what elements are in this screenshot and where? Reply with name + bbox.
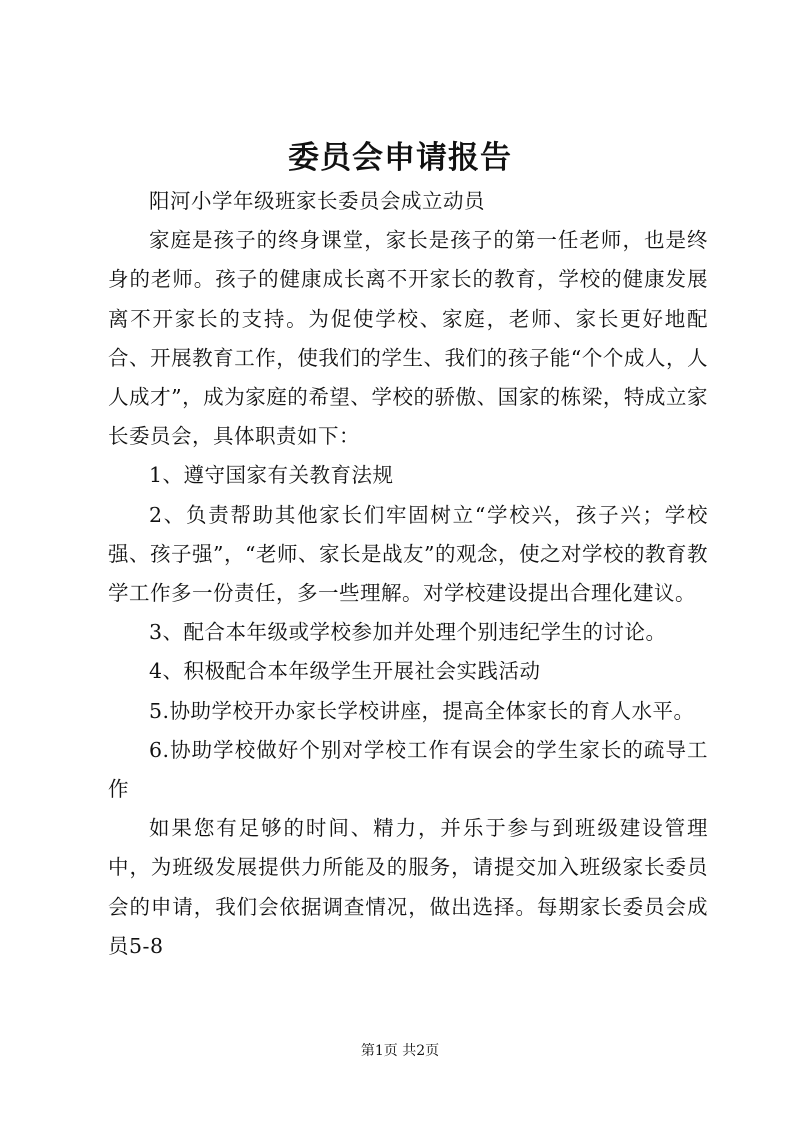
paragraph-intro: 家庭是孩子的终身课堂，家长是孩子的第一任老师，也是终身的老师。孩子的健康成长离不开家长的教育，学校的健康发展离不开家长的支持。为促使学校、家庭，老师、家长更好地配合、开展教育工作，使我们的学生、我们的孩子能“个个成人，人人成才”，成为家庭的希望、学校的骄傲、国家的栋梁，特成立家长委员会，具体职责如下： [108,228,708,449]
paragraph-application: 如果您有足够的时间、精力，并乐于参与到班级建设管理中，为班级发展提供力所能及的服务，请提交加入班级家长委员会的申请，我们会依据调查情况，做出选择。每期家长委员会成员5-8 [108,816,708,958]
duty-item-6: 6.协助学校做好个别对学校工作有误会的学生家长的疏导工作 [108,737,708,802]
duty-item-3: 3、配合本年级或学校参加并处理个别违纪学生的讨论。 [149,620,667,645]
document-body [108,182,708,966]
duty-item-4: 4、积极配合本年级学生开展社会实践活动 [149,659,541,684]
document-title: 委员会申请报告 [288,140,512,176]
duty-item-5: 5.协助学校开办家长学校讲座，提高全体家长的育人水平。 [149,698,695,723]
duty-item-1: 1、遵守国家有关教育法规 [149,463,394,488]
paragraph-subtitle: 阳河小学年级班家长委员会成立动员 [149,189,485,213]
page-footer: 第1页 共2页 [360,1043,440,1059]
duty-item-2: 2、负责帮助其他家长们牢固树立“学校兴，孩子兴；学校强、孩子强”，“老师、家长是战友”的观念，使之对学校的教育教学工作多一份责任，多一些理解。对学校建设提出合理化建议。 [108,502,708,606]
